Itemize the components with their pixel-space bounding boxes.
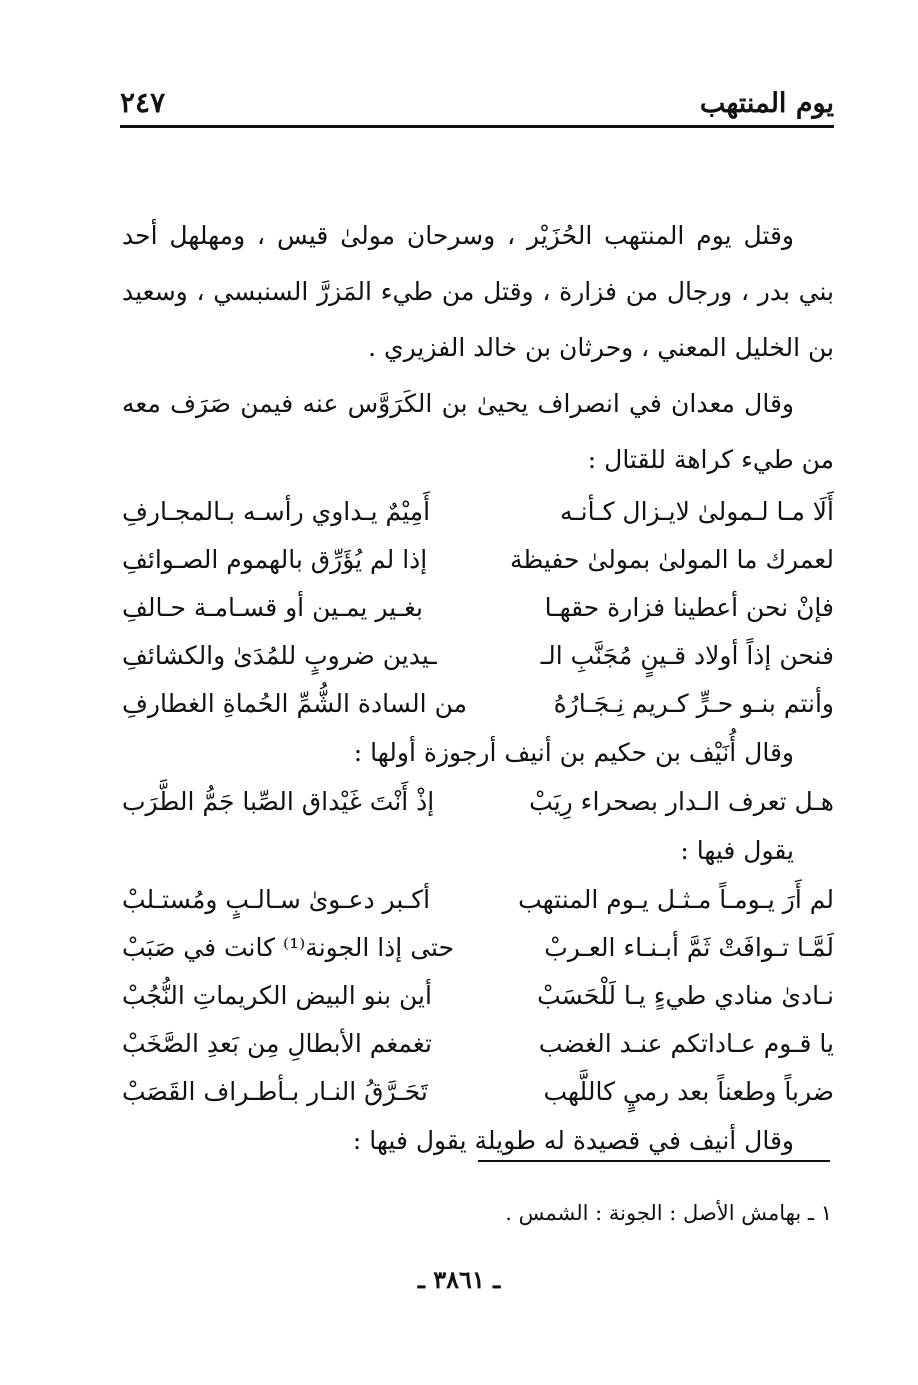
- hemistich-first: لم أَرَ يـومـاً مـثـل يـوم المنتهب: [518, 885, 834, 914]
- verse-line: [122, 972, 834, 1020]
- verse-line: [122, 632, 834, 680]
- hemistich-second: أَمِيْمٌ يـداوي رأسـه بـالمجـارفِ: [122, 497, 431, 526]
- paragraph: وقال أنيف في قصيدة له طويلة يقول فيها :: [352, 1126, 794, 1155]
- hemistich-first: يا قـوم عـاداتكم عنـد الغضب: [538, 1029, 834, 1058]
- hemistich-first: لَمَّـا تـوافَتْ ثَمَّ أبـنـاء العـربْ: [544, 933, 834, 962]
- hemistich-second: أكـبر دعـوىٰ سـالـبٍ ومُستـلبْ: [122, 885, 431, 914]
- verse-line: [122, 536, 834, 584]
- hemistich-second: بغـير يمـين أو قسـامـة حـالفِ: [122, 593, 424, 622]
- hemistich-second: حتى إذا الجونة⁽¹⁾ كانت في صَبَبْ: [122, 933, 455, 962]
- hemistich-second: إذا لم يُؤَرِّق بالهموم الصـوائفِ: [122, 545, 428, 574]
- poem-block-1: [122, 488, 834, 728]
- page-number: ٢٤٧: [120, 86, 166, 119]
- verse-line: [122, 488, 834, 536]
- paragraph: يقول فيها :: [680, 836, 794, 865]
- main-text: [122, 208, 834, 1166]
- chapter-title: يوم المنتهب: [699, 88, 834, 119]
- paragraph: وقتل يوم المنتهب الحُزَيْر ، وسرحان مولىٰ قيس ، ومهلهل أحد بني بدر ، ورجال من فزارة ، وقتل من طيء المَزرَّ السنبسي ، وسعيد بن الخليل المعني ، وحرثان بن خالد الفزيري .: [122, 221, 834, 362]
- hemistich-second: إذْ أَنْتَ غَيْداق الصِّبا جَمُّ الطَّرَب: [122, 787, 435, 816]
- footnote-divider: [478, 1160, 830, 1162]
- hemistich-first: فنحن إذاً أولاد قـينٍ مُجَنَّبِ الـ: [540, 641, 834, 670]
- hemistich-second: من السادة الشُّمِّ الحُماةِ الغطارفِ: [121, 689, 467, 718]
- hemistich-second: ـيدين ضروبٍ للمُدَىٰ والكشائفِ: [122, 641, 437, 670]
- hemistich-first: فإنْ نحن أعطينا فزارة حقهـا: [544, 593, 834, 622]
- verse-line: [122, 584, 834, 632]
- hemistich-first: أَلَا مـا لـمولىٰ لايـزال كـأنـه: [559, 497, 834, 526]
- hemistich-first: هـل تعرف الـدار بصحراء رِيَبْ: [529, 787, 834, 816]
- paragraph: وقال أُنَيْف بن حكيم بن أنيف أرجوزة أولها :: [353, 738, 794, 767]
- hemistich-second: تَحَـرَّقُ النـار بـأطـراف القَصَبْ: [122, 1077, 428, 1106]
- verse-line: [122, 680, 834, 728]
- hemistich-first: لعمرك ما المولىٰ بمولىٰ حفيظة: [509, 545, 834, 574]
- verse-line: [122, 778, 834, 826]
- hemistich-first: ضرباً وطعناً بعد رميٍ كاللَّهب: [543, 1077, 834, 1106]
- hemistich-second: تغمغم الأبطالِ مِن بَعدِ الصَّخَبْ: [122, 1029, 432, 1058]
- hemistich-second: أين بنو البيض الكريماتِ النُّجُبْ: [122, 981, 432, 1010]
- running-header: [120, 80, 834, 128]
- verse-line: [122, 876, 834, 924]
- hemistich-first: وأنتم بنـو حـرٍّ كـريم نِـجَـارُهُ: [553, 689, 834, 718]
- footnote: ١ ـ بهامش الأصل : الجونة : الشمس .: [505, 1201, 832, 1225]
- poem-block-2: [122, 876, 834, 1116]
- folio-number: ـ ٣٨٦١ ـ: [417, 1265, 501, 1294]
- verse-line: [122, 1068, 834, 1116]
- verse-line: [122, 1020, 834, 1068]
- paragraph: وقال معدان في انصراف يحيىٰ بن الكَرَوَّس عنه فيمن صَرَف معه من طيء كراهة للقتال :: [122, 389, 834, 474]
- hemistich-first: نـادىٰ منادي طيءٍ يـا لَلْحَسَبْ: [537, 981, 834, 1010]
- verse-line: [122, 924, 834, 972]
